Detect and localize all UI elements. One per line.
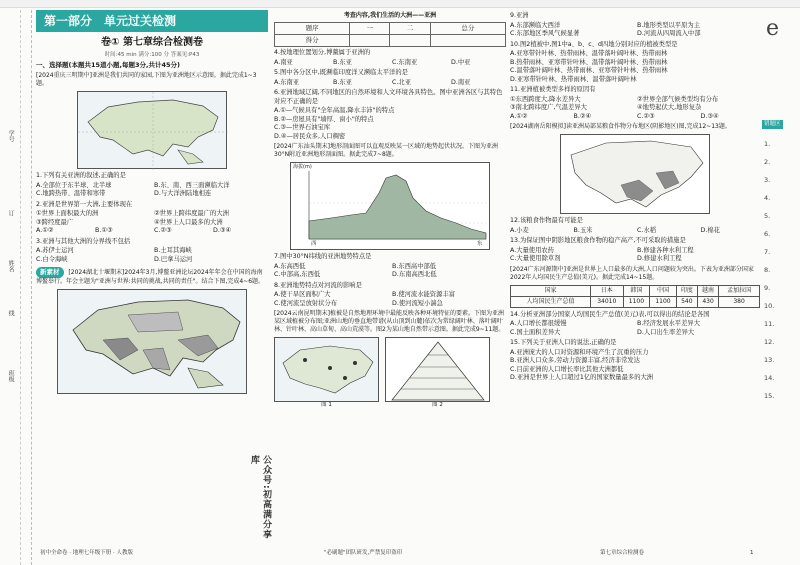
option[interactable]: C.白令海峡 bbox=[36, 255, 68, 263]
option[interactable]: C.中部高,东西低 bbox=[274, 271, 321, 279]
option[interactable]: B.地形类型以平原为主 bbox=[637, 21, 700, 29]
figure-1 bbox=[274, 337, 379, 409]
q11-stem: 11.亚洲植被类型多样的原因有 bbox=[510, 86, 596, 93]
option[interactable]: D.修建水利工程 bbox=[637, 255, 682, 263]
option[interactable]: D.③④ bbox=[213, 227, 232, 235]
binding-margin bbox=[0, 10, 32, 565]
asia-map-drawing bbox=[78, 92, 228, 170]
statement: ③南北跨纬度广,气温差异大 bbox=[510, 104, 587, 111]
option[interactable]: A.亚寒带针叶林、热带雨林、温带落叶阔叶林、热带雨林 bbox=[510, 50, 668, 57]
option[interactable]: D.③④ bbox=[700, 112, 719, 120]
answer-number: 8. bbox=[764, 266, 771, 274]
option[interactable]: A.东南亚 bbox=[274, 78, 300, 86]
option[interactable]: A.使干旱区面积广大 bbox=[274, 291, 331, 299]
option[interactable]: C.水稻 bbox=[637, 226, 656, 234]
option[interactable]: B.东、南、西三面濒临大洋 bbox=[154, 181, 230, 189]
option[interactable]: A.东部濒临大西洋 bbox=[510, 21, 561, 29]
table-header: 国家 bbox=[511, 285, 591, 296]
option[interactable]: B.玉米 bbox=[573, 226, 593, 234]
column-header: 考查内容,我们生活的大洲——亚洲 bbox=[343, 12, 437, 19]
option[interactable]: A.全部位于东半球、北半球 bbox=[36, 181, 112, 189]
option[interactable]: C.地跨热带、温带和寒带 bbox=[36, 190, 106, 198]
option[interactable]: D.棉花 bbox=[700, 226, 720, 234]
q8-stem: 8.亚洲地势特点对河流的影响是 bbox=[274, 281, 362, 289]
option[interactable]: D.东南高西北低 bbox=[392, 271, 437, 279]
option[interactable]: B.经济发展水平差异大 bbox=[637, 320, 700, 328]
q11-statements bbox=[510, 96, 760, 113]
q3-stem: 3.亚洲与其他大洲的分界线不包括 bbox=[36, 237, 131, 245]
q13-stem: 13.为保证图中阴影地区粮食作物的稳产高产,不可采取的措施是 bbox=[510, 237, 686, 245]
q15-options bbox=[510, 349, 760, 383]
statement: ③跨经度最广 bbox=[36, 218, 74, 226]
statement: ②世界全部气候类型均有分布 bbox=[637, 95, 719, 103]
option[interactable]: D.亚洲是世界上人口超过1亿的国家数量最多的大洲 bbox=[510, 374, 654, 382]
answer-number: 5. bbox=[764, 212, 771, 220]
option[interactable]: B.②—房屋具有"墙厚、窗小"的特点 bbox=[274, 115, 374, 123]
asia-map-2 bbox=[57, 289, 247, 394]
terrain-profile bbox=[290, 162, 490, 250]
option[interactable]: C.北亚 bbox=[392, 78, 411, 86]
q2-stem: 2.亚洲是世界第一大洲,主要体现在 bbox=[36, 200, 133, 208]
option[interactable]: C.③—世界石油宝库 bbox=[274, 124, 331, 132]
option[interactable]: B.①③ bbox=[95, 227, 113, 235]
q12-options bbox=[510, 227, 760, 236]
score-table bbox=[274, 22, 506, 47]
q1-intro: [2024重庆三明期中]亚洲是我们共同的家园,下图为亚洲地区示意图。据此完成1~3题。 bbox=[36, 71, 257, 87]
q1-options bbox=[36, 182, 268, 199]
option[interactable]: A.①② bbox=[36, 227, 54, 235]
q12-stem: 12.该粮食作物最有可能是 bbox=[510, 217, 583, 225]
margin-label-bind: 订 bbox=[7, 210, 15, 216]
answer-number: 2. bbox=[764, 158, 771, 166]
q4-stem: 4.按地理位置划分,博鳌属于亚洲的 bbox=[274, 49, 371, 57]
option[interactable]: A.大量使用农药 bbox=[510, 246, 554, 254]
option[interactable]: C.目前亚洲的人口增长率比其他大洲都低 bbox=[510, 365, 624, 373]
option[interactable]: D.使河流短小湍急 bbox=[392, 299, 443, 307]
figures-row bbox=[274, 337, 506, 409]
option[interactable]: B.东亚 bbox=[333, 78, 352, 86]
option[interactable]: A.苏伊士运河 bbox=[36, 247, 74, 255]
option[interactable]: A.人口增长都很缓慢 bbox=[510, 320, 567, 328]
page-number: 1 bbox=[750, 550, 754, 556]
answer-number: 1. bbox=[764, 140, 771, 148]
table-header: 孟加拉国 bbox=[719, 285, 760, 296]
statement: ②世界上跨纬度最广的大洲 bbox=[154, 210, 229, 218]
watermark: 公众号:初高满分享库 bbox=[248, 455, 271, 540]
score-cell: 得分 bbox=[275, 35, 350, 47]
option[interactable]: C.②③ bbox=[154, 227, 172, 235]
figure-2-caption: 图 2 bbox=[432, 401, 443, 408]
answer-number: 11. bbox=[764, 320, 775, 328]
footer-left: 初中全命卷 · 地理七年级下册 · 人教版 bbox=[40, 550, 133, 556]
part-title: 单元过关检测 bbox=[104, 14, 177, 28]
margin-label-line: 线 bbox=[7, 310, 15, 316]
q9-options bbox=[510, 22, 760, 39]
column-3 bbox=[510, 10, 760, 556]
answer-number: 15. bbox=[764, 392, 775, 400]
q9-stem: 9.亚洲 bbox=[510, 12, 529, 19]
table-cell: 380 bbox=[719, 296, 760, 307]
statement: ①世界上面积最大的洲 bbox=[36, 210, 99, 218]
q12-intro: [2024湖南岳阳模拟]读亚洲局部某粮食作物分布地区(阴影地区)图,完成12~13题。 bbox=[510, 123, 731, 130]
statement: ①东西跨度大,降水差异大 bbox=[510, 95, 581, 103]
q2-statements bbox=[36, 210, 268, 227]
q7-intro: [2024广东汕头期末]地形剖面图可以直观反映某一区域的地势起伏状况。下图为亚洲30°N附近亚洲地形剖面图。据此完成7~8题。 bbox=[274, 143, 498, 159]
q6-stem: 6.亚洲地域辽阔,不同地区的自然环境和人文环境各具特色。图中亚洲各区与其特色对应不正确的是 bbox=[274, 89, 503, 105]
q10-options bbox=[510, 50, 760, 84]
option[interactable]: C.大量使用除草剂 bbox=[510, 255, 561, 263]
score-cell: 总分 bbox=[430, 23, 505, 35]
answer-number: 13. bbox=[764, 356, 775, 364]
option[interactable]: D.与大洋洲陆地相连 bbox=[154, 190, 212, 198]
margin-label-class: 班级 bbox=[7, 370, 15, 382]
option[interactable]: C.使河流呈放射状分布 bbox=[274, 299, 338, 307]
option[interactable]: C.东部地区季风气候显著 bbox=[510, 30, 580, 37]
q11-options bbox=[510, 113, 760, 122]
option[interactable]: A.亚洲庞大的人口对资源和环境产生了沉重的压力 bbox=[510, 348, 649, 356]
news-block bbox=[36, 267, 268, 286]
exam-meta: 时间:45 min 满分:100 分 答案见:P43 bbox=[104, 51, 200, 58]
option[interactable]: C.国土面积差异大 bbox=[510, 328, 561, 336]
option[interactable]: D.人口出生率差异大 bbox=[637, 328, 695, 336]
q3-options bbox=[36, 247, 268, 264]
q13-options bbox=[510, 247, 760, 264]
answer-number: 9. bbox=[764, 284, 771, 292]
option[interactable]: A.南亚 bbox=[274, 58, 293, 66]
option[interactable]: C.②③ bbox=[637, 112, 655, 120]
option[interactable]: B.热带雨林、亚寒带针叶林、温带落叶阔叶林、热带雨林 bbox=[510, 58, 668, 66]
option[interactable]: B.使河流水能资源丰富 bbox=[392, 291, 455, 299]
option[interactable]: B.亚洲人口众多,劳动力资源丰富,经济非常发达 bbox=[510, 357, 640, 365]
option[interactable]: A.①—气候具有"全年高温,降水丰沛"的特点 bbox=[274, 107, 395, 115]
answer-number: 14. bbox=[764, 374, 775, 382]
q9-intro: [2024云南昆明期末]植被是自然地理环境中最能反映各种环境特征的要素。下图为亚洲某区域植被分布图;亚洲山地的垂直地带谱(从山顶到山麓)依次为常绿阔叶林、落叶阔叶林、针叶林、高山草甸、高山荒漠等。图2为某山地自然带示意图。据此完成9~11题。 bbox=[274, 310, 505, 334]
footer-right: 第七章综合检测卷 bbox=[600, 550, 645, 556]
table-cell: 430 bbox=[697, 296, 718, 307]
mountain-zones bbox=[385, 337, 490, 402]
table-header: 日本 bbox=[590, 285, 623, 296]
q14-options bbox=[510, 320, 760, 337]
figure-1-caption: 图 1 bbox=[321, 401, 332, 408]
edge-letter: e bbox=[766, 16, 780, 41]
q14-intro: [2024广东河源期中]亚洲是世界上人口最多的大洲,人口问题较为突出。下表为亚洲部分国家2022年人均国民生产总值(美元)。据此完成14~15题。 bbox=[510, 265, 754, 281]
asia-map-1 bbox=[77, 91, 227, 169]
option[interactable]: D.河流从四周流入中部 bbox=[637, 30, 701, 37]
statement: ④世界上人口最多的大洲 bbox=[154, 218, 223, 226]
section-heading: 一、选择题(本题共15道小题,每题3分,共计45分) bbox=[36, 61, 180, 70]
answer-number: 3. bbox=[764, 176, 771, 184]
table-header: 韩国 bbox=[623, 285, 650, 296]
column-2 bbox=[274, 10, 506, 556]
option[interactable]: C.东南亚 bbox=[392, 58, 418, 66]
option[interactable]: B.东西高中部低 bbox=[392, 262, 437, 270]
score-input[interactable] bbox=[430, 35, 505, 47]
table-cell: 34010 bbox=[590, 296, 623, 307]
option[interactable]: D.南亚 bbox=[451, 78, 471, 86]
table-cell: 1100 bbox=[623, 296, 650, 307]
wrong-answer-tag: 错题区 bbox=[762, 120, 783, 129]
option[interactable]: C.温带落叶阔叶林、热带雨林、亚寒带针叶林、热带雨林 bbox=[510, 67, 668, 74]
profile-west-label: 西 bbox=[311, 241, 317, 248]
crop-region-map bbox=[560, 134, 710, 214]
gnp-table bbox=[510, 285, 760, 308]
margin-label-name: 姓名 bbox=[7, 260, 15, 272]
q6-options bbox=[274, 107, 506, 141]
part-header bbox=[36, 10, 268, 32]
answer-number: 6. bbox=[764, 230, 771, 238]
score-cell: 一 bbox=[350, 23, 390, 35]
terrain-profile-drawing bbox=[291, 163, 491, 251]
vegetation-map bbox=[274, 337, 379, 402]
option[interactable]: A.小麦 bbox=[510, 226, 529, 234]
q10-stem: 10.图2植被中,图1中a、b、c、d四地分别对应的植被类型是 bbox=[510, 40, 678, 48]
option[interactable]: D.④—居民众多,人口稠密 bbox=[274, 132, 346, 140]
statement: ④地势起伏大,地形复杂 bbox=[637, 104, 702, 111]
profile-y-label: 海拔(m) bbox=[293, 164, 312, 171]
profile-east-label: 东 bbox=[477, 241, 483, 248]
table-header: 印度 bbox=[676, 285, 697, 296]
figure-2 bbox=[385, 337, 490, 409]
option[interactable]: D.亚寒带针叶林、热带雨林、温带落叶阔叶林 bbox=[510, 75, 637, 83]
table-header: 中国 bbox=[650, 285, 677, 296]
exam-title: 卷① 第七章综合检测卷 bbox=[101, 37, 203, 49]
q2-options bbox=[36, 227, 268, 236]
q7-stem: 7.图中30°N纬线的亚洲地势特点是 bbox=[274, 253, 372, 261]
option[interactable]: D.巴拿马运河 bbox=[154, 255, 193, 263]
option[interactable]: B.东亚 bbox=[333, 58, 352, 66]
score-input[interactable] bbox=[350, 35, 390, 47]
option[interactable]: A.东高西低 bbox=[274, 262, 306, 270]
score-cell: 二 bbox=[390, 23, 430, 35]
score-input[interactable] bbox=[390, 35, 430, 47]
option[interactable]: B.②④ bbox=[573, 112, 592, 120]
answer-number: 4. bbox=[764, 194, 771, 202]
answer-number: 10. bbox=[764, 302, 775, 310]
q4-options bbox=[274, 59, 506, 68]
top-strip bbox=[0, 0, 800, 8]
table-cell: 1100 bbox=[650, 296, 677, 307]
table-row-label: 人均国民生产总值 bbox=[511, 296, 591, 307]
option[interactable]: A.①② bbox=[510, 112, 528, 120]
q1-stem: 1.下列有关亚洲的叙述,正确的是 bbox=[36, 172, 126, 180]
asia-regions-drawing bbox=[58, 290, 248, 395]
answer-number: 7. bbox=[764, 248, 771, 256]
part-label: 第一部分 bbox=[44, 14, 93, 28]
score-cell: 题序 bbox=[275, 23, 350, 35]
q8-options bbox=[274, 291, 506, 308]
q5-options bbox=[274, 79, 506, 88]
q5-stem: 5.图中各分区中,既濒临印度洋又濒临太平洋的是 bbox=[274, 69, 408, 77]
option[interactable]: D.中亚 bbox=[451, 58, 471, 66]
news-text: [2024湖北十堰期末]2024年3月,博鳌亚洲论坛2024年年会在中国的海南博鳌举行。年会主题为"亚洲与世界:共同的挑战,共同的责任"。结合下图,完成4~6题。 bbox=[36, 269, 265, 285]
option[interactable]: B.土耳其海峡 bbox=[154, 247, 192, 255]
answer-number: 12. bbox=[764, 338, 775, 346]
margin-label-id: 学号 bbox=[7, 130, 15, 142]
footer-center: "必刷题"团队研发,严禁复印盗印 bbox=[324, 550, 403, 556]
q14-stem: 14.分析亚洲部分国家人均国民生产总值(美元)表,可以得出的结论是各国 bbox=[510, 310, 710, 318]
q7-options bbox=[274, 263, 506, 280]
q15-stem: 15.下列关于亚洲人口的说法,正确的是 bbox=[510, 339, 617, 347]
table-cell: 540 bbox=[676, 296, 697, 307]
option[interactable]: B.修建各种水利工程 bbox=[637, 246, 694, 254]
news-badge: 新素材 bbox=[36, 267, 64, 278]
table-header: 越南 bbox=[697, 285, 718, 296]
